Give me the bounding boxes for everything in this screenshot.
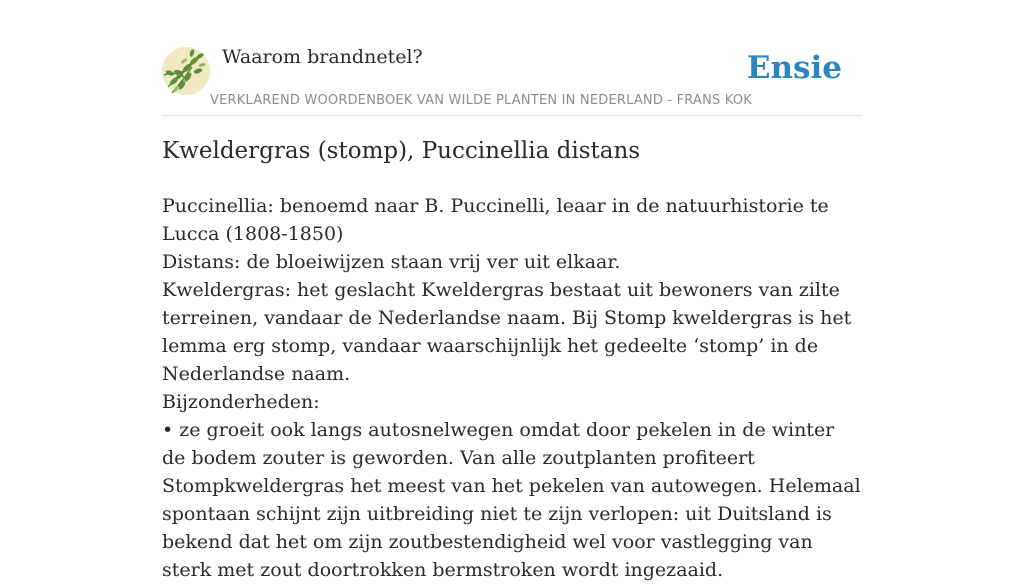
book-title[interactable]: Waarom brandnetel?	[222, 46, 423, 68]
entry-paragraph: • ze groeit ook langs autosnelwegen omdat door pekelen in de winter de bodem zouter is geworden. Van alle zoutplanten profiteert Stompkweldergras het meest van het pekelen van autowegen. Helemaal spontaan schijnt zijn uitbreiding niet te zijn verlopen: uit Duitsland is bekend dat het om zijn zoutbestendigheid wel voor vastlegging van sterk met zout doortrokken bermstroken wordt ingezaaid.	[162, 419, 861, 581]
entry-paragraph: Distans: de bloeiwijzen staan vrij ver uit elkaar.	[162, 251, 621, 273]
brand-logo-ensie[interactable]: Ensie	[746, 50, 842, 86]
entry-title: Kweldergras (stomp), Puccinellia distans	[162, 138, 641, 164]
plant-leaves-icon	[162, 47, 210, 95]
entry-paragraph: Puccinellia: benoemd naar B. Puccinelli, leaar in de natuurhistorie te Lucca (1808-1850)	[162, 195, 829, 245]
entry-body	[162, 192, 862, 584]
entry-paragraph: Bijzonderheden:	[162, 391, 320, 413]
book-subtitle[interactable]: VERKLAREND WOORDENBOEK VAN WILDE PLANTEN IN NEDERLAND - FRANS KOK	[210, 93, 752, 108]
book-logo[interactable]	[162, 47, 210, 95]
entry-paragraph: Kweldergras: het geslacht Kweldergras bestaat uit bewoners van zilte terreinen, vandaar de Nederlandse naam. Bij Stomp kweldergras is het lemma erg stomp, vandaar waarschijnlijk het gedeelte ‘stomp’ in de Nederlandse naam.	[162, 279, 852, 385]
book-header	[162, 44, 862, 116]
